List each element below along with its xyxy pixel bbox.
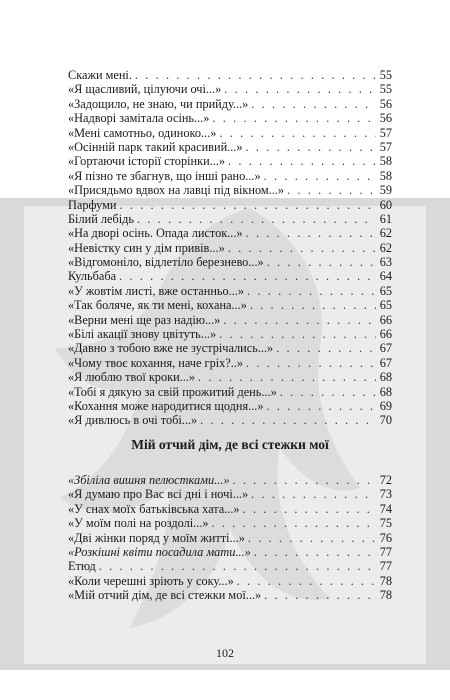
toc-entry: [68, 574, 392, 588]
toc-entry-title: «Відгомоніло, відлетіло березнево...»: [68, 255, 264, 270]
toc-entry-title: «Збіліла вишня пелюстками...»: [68, 473, 230, 487]
toc-entry-page: 77: [379, 559, 392, 574]
toc-entry: [68, 255, 392, 269]
toc-entry-page: 66: [379, 327, 392, 342]
dot-leader: [243, 502, 376, 516]
dot-leader: [198, 370, 376, 384]
toc-entry: [68, 516, 392, 530]
toc-entry-title: «Гортаючи історії сторінки...»: [68, 154, 226, 169]
toc-entry-page: 58: [379, 154, 392, 169]
dot-leader: [224, 82, 376, 96]
toc-entry: [68, 327, 392, 341]
toc-entry: [68, 313, 392, 327]
toc-entry-title: «Надворі заміталa осінь...»: [68, 111, 210, 126]
toc-entry: [68, 559, 392, 573]
toc-entry: [68, 502, 392, 516]
toc-list-2: [68, 473, 392, 603]
toc-entry: [68, 68, 392, 82]
dot-leader: [267, 255, 376, 269]
toc-entry-page: 65: [379, 283, 392, 298]
dot-leader: [251, 97, 376, 111]
toc-entry-title: «Білі акації знову цвітуть...»: [68, 327, 217, 342]
dot-leader: [219, 327, 376, 341]
toc-entry-title: «Верни мені ще раз надію...»: [68, 312, 221, 327]
toc-entry: [68, 241, 392, 255]
toc-entry: [68, 183, 392, 197]
toc-part-1: [68, 68, 392, 428]
toc-entry-page: 58: [379, 168, 392, 183]
dot-leader: [267, 399, 377, 413]
toc-entry: [68, 385, 392, 399]
dot-leader: [228, 241, 376, 255]
toc-entry-title: Кульбаба: [68, 269, 117, 284]
toc-entry-title: «На дворі осінь. Опада листок...»: [68, 226, 243, 241]
toc-entry-title: «Розкішні квіти посадила мати...»: [68, 544, 251, 559]
dot-leader: [212, 516, 376, 530]
dot-leader: [247, 284, 376, 298]
toc-entry-title: Білий лебідь: [68, 211, 134, 226]
toc-entry-title: Парфуми: [68, 197, 117, 212]
section-heading: Мій отчий дім, де всі стежки мої: [131, 437, 329, 452]
toc-entry: [68, 298, 392, 312]
toc-entry: [68, 198, 392, 212]
toc-entry-page: 78: [379, 573, 392, 588]
dot-leader: [232, 473, 376, 487]
dot-leader: [248, 531, 376, 545]
dot-leader: [137, 212, 376, 226]
toc-entry-page: 55: [379, 82, 392, 97]
toc-entry: [68, 212, 392, 226]
dot-leader: [212, 111, 376, 125]
toc-entry-page: 56: [379, 111, 392, 126]
dot-leader: [228, 154, 376, 168]
toc-entry-page: 73: [379, 487, 392, 502]
toc-entry-title: «Я щасливий, цілуючи очі...»: [68, 82, 222, 97]
toc-list-1: [68, 68, 392, 428]
toc-entry-page: 63: [379, 255, 392, 270]
toc-entry-title: «Невістку син у дім привів...»: [68, 240, 225, 255]
toc-entry-title: «Кохання може народитися щодня...»: [68, 398, 264, 413]
toc-entry: [68, 111, 392, 125]
page-number: 102: [216, 646, 234, 660]
dot-leader: [237, 574, 376, 588]
toc-entry-page: 69: [379, 398, 392, 413]
toc-entry: [68, 226, 392, 240]
toc-entry-page: 55: [379, 68, 392, 82]
toc-entry-title: «У моїм полі на роздолі...»: [68, 516, 209, 531]
toc-entry: [68, 531, 392, 545]
toc-entry: [68, 97, 392, 111]
toc-entry-page: 74: [379, 501, 392, 516]
toc-entry-title: «Коли черешні зріють у соку...»: [68, 573, 234, 588]
dot-leader: [264, 169, 376, 183]
toc-entry: [68, 588, 392, 602]
toc-entry: [68, 341, 392, 355]
toc-entry-page: 57: [379, 125, 392, 140]
toc-entry-page: 57: [379, 139, 392, 154]
toc-entry: [68, 169, 392, 183]
toc-entry-page: 67: [379, 355, 392, 370]
dot-leader: [99, 559, 376, 573]
toc-entry: [68, 370, 392, 384]
toc-entry-title: «Тобі я дякую за свій прожитий день...»: [68, 384, 277, 399]
toc-entry-title: «Я дивлюсь в очі тобі...»: [68, 413, 198, 428]
toc-entry-title: «Дві жінки поряд у моїм житті...»: [68, 530, 245, 545]
toc-entry-page: 62: [379, 226, 392, 241]
toc-entry-page: 66: [379, 312, 392, 327]
toc-entry-title: «Чому твоє кохання, наче гріх?..»: [68, 355, 244, 370]
toc-entry-title: «У жовтім листі, вже останньо...»: [68, 283, 245, 298]
toc-entry: [68, 154, 392, 168]
toc-entry: [68, 140, 392, 154]
dot-leader: [119, 269, 376, 283]
dot-leader: [223, 313, 376, 327]
toc-entry: [68, 487, 392, 501]
toc-entry: [68, 284, 392, 298]
toc-entry: [68, 399, 392, 413]
dot-leader: [246, 356, 376, 370]
toc-entry-page: 60: [379, 197, 392, 212]
dot-leader: [219, 126, 376, 140]
toc-entry-title: «Присядьмо вдвох на лавці під вікном...»: [68, 183, 285, 198]
dot-leader: [120, 198, 377, 212]
toc-entry-page: 56: [379, 96, 392, 111]
toc-entry-page: 77: [379, 544, 392, 559]
dot-leader: [135, 68, 376, 82]
toc-entry-title: Етюд: [68, 559, 96, 574]
toc-entry-page: 76: [379, 530, 392, 545]
toc-entry-page: 75: [379, 516, 392, 531]
dot-leader: [254, 545, 376, 559]
dot-leader: [250, 298, 376, 312]
toc-entry-page: 59: [379, 183, 392, 198]
toc-entry-page: 70: [379, 413, 392, 428]
dot-leader: [276, 341, 376, 355]
toc-entry: [68, 545, 392, 559]
toc-entry-page: 61: [379, 211, 392, 226]
toc-entry-title: «Давно з тобою вже не зустрічались...»: [68, 341, 274, 356]
toc-entry-title: «Так боляче, як ти мені, кохана...»: [68, 298, 247, 313]
toc-entry: [68, 126, 392, 140]
dot-leader: [246, 226, 376, 240]
toc-entry: [68, 82, 392, 96]
toc-entry-page: 68: [379, 370, 392, 385]
toc-entry-title: «Мені самотньо, одиноко...»: [68, 125, 217, 140]
toc-entry-page: 62: [379, 240, 392, 255]
toc-entry-title: «Я думаю про Вас всі дні і ночі...»: [68, 487, 249, 502]
toc-entry-page: 72: [379, 473, 392, 487]
toc-entry-page: 64: [379, 269, 392, 284]
dot-leader: [246, 140, 376, 154]
toc-entry: [68, 269, 392, 283]
dot-leader: [287, 183, 376, 197]
toc-entry-page: 68: [379, 384, 392, 399]
dot-leader: [251, 487, 376, 501]
toc-entry-page: 65: [379, 298, 392, 313]
dot-leader: [264, 588, 376, 602]
toc-entry-title: «У снах моїх батьківська хата...»: [68, 501, 240, 516]
toc-entry-title: «Мій отчий дім, де всі стежки мої...»: [68, 588, 262, 603]
toc-part-2: [68, 473, 392, 603]
toc-entry: [68, 356, 392, 370]
toc-entry-title: «Задощило, не знаю, чи прийду...»: [68, 96, 249, 111]
toc-entry-title: «Я пізно те збагнув, що інші рано...»: [68, 168, 261, 183]
dot-leader: [280, 385, 376, 399]
toc-entry-page: 78: [379, 588, 392, 603]
toc-entry: [68, 473, 392, 487]
toc-entry-title: Скажи мені.: [68, 68, 132, 82]
toc-entry-title: «Осінній парк такий красивий...»: [68, 139, 243, 154]
toc-entry-title: «Я люблю твої кроки...»: [68, 370, 196, 385]
toc-entry-page: 67: [379, 341, 392, 356]
toc-entry: [68, 413, 392, 427]
dot-leader: [200, 413, 376, 427]
